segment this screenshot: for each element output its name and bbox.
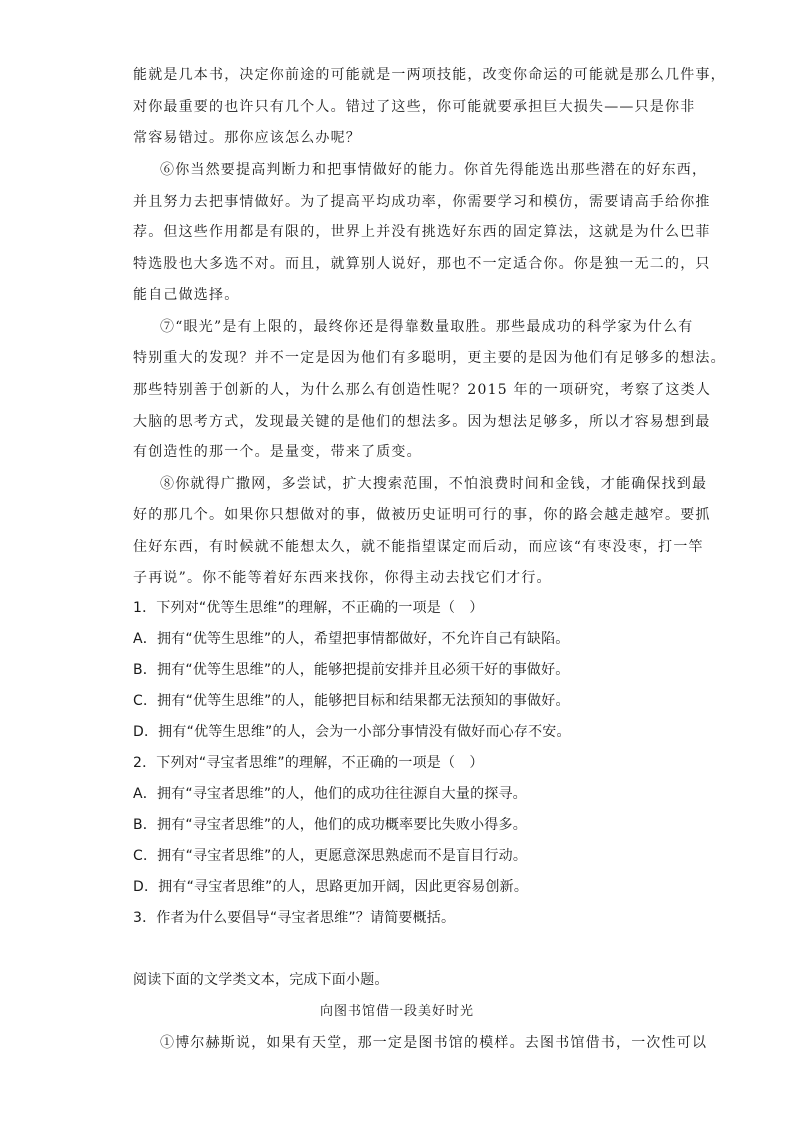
question-1-option-b: B．拥有“优等生思维”的人，能够把提前安排并且必须干好的事做好。: [133, 662, 570, 678]
passage-line: 常容易错过。那你应该怎么办呢？: [133, 130, 361, 146]
passage-line: 大脑的思考方式，发现最关键的是他们的想法多。因为想法足够多，所以才容易想到最: [133, 414, 711, 430]
question-1-option-a: A．拥有“优等生思维”的人，希望把事情都做好，不允许自己有缺陷。: [133, 631, 570, 647]
question-2-option-d: D．拥有“寻宝者思维”的人，思路更加开阔，因此更容易创新。: [133, 879, 529, 895]
section-instruction: 阅读下面的文学类文本，完成下面小题。: [133, 972, 389, 988]
passage-line: 住好东西，有时候就不能想太久，就不能指望谋定而后动，而应该“有枣没枣，打一竿: [133, 539, 704, 555]
paragraph-1-line: ①博尔赫斯说，如果有天堂，那一定是图书馆的模样。去图书馆借书，一次性可以: [160, 1035, 708, 1051]
question-1-option-c: C．拥有“优等生思维”的人，能够把目标和结果都无法预知的事做好。: [133, 693, 570, 709]
question-1-stem: 1．下列对“优等生思维”的理解，不正确的一项是（ ）: [133, 600, 484, 616]
question-2-option-b: B．拥有“寻宝者思维”的人，他们的成功概率要比失败小得多。: [133, 817, 527, 833]
passage-line: 能自己做选择。: [133, 287, 240, 303]
passage-line: 特选股也大多选不对。而且，就算别人说好，那也不一定适合你。你是独一无二的，只: [133, 256, 711, 272]
passage-line: 子再说”。你不能等着好东西来找你，你得主动去找它们才行。: [133, 570, 552, 586]
paragraph-6-line: ⑥你当然要提高判断力和把事情做好的能力。你首先得能选出那些潜在的好东西，: [160, 162, 708, 178]
question-2-option-c: C．拥有“寻宝者思维”的人，更愿意深思熟虑而不是盲目行动。: [133, 848, 528, 864]
passage-line: 对你最重要的也许只有几个人。错过了这些，你可能就要承担巨大损失——只是你非: [133, 99, 696, 115]
passage-line: 荐。但这些作用都是有限的，世界上并没有挑选好东西的固定算法，这就是为什么巴菲: [133, 224, 711, 240]
passage-line: 好的那几个。如果你只想做对的事，做被历史证明可行的事，你的路会越走越窄。要抓: [133, 507, 711, 523]
question-2-option-a: A．拥有“寻宝者思维”的人，他们的成功往往源自大量的探寻。: [133, 786, 527, 802]
question-1-option-d: D．拥有“优等生思维”的人，会为一小部分事情没有做好而心存不安。: [133, 724, 571, 740]
passage-line: 有创造性的那一个。是量变，带来了质变。: [133, 444, 422, 460]
paragraph-7-line: ⑦“眼光”是有上限的，最终你还是得靠数量取胜。那些最成功的科学家为什么有: [160, 319, 694, 335]
passage-line: 特别重大的发现？并不一定是因为他们有多聪明，更主要的是因为他们有足够多的想法。: [133, 350, 726, 366]
passage-line: 并且努力去把事情做好。为了提高平均成功率，你需要学习和模仿，需要请高手给你推: [133, 194, 711, 210]
article-title: 向图书馆借一段美好时光: [319, 1004, 474, 1019]
passage-line: 那些特别善于创新的人，为什么那么有创造性呢？2015 年的一项研究，考察了这类人: [133, 382, 712, 398]
question-3-stem: 3．作者为什么要倡导“寻宝者思维”？请简要概括。: [133, 910, 456, 926]
question-2-stem: 2．下列对“寻宝者思维”的理解，不正确的一项是（ ）: [133, 755, 484, 771]
passage-line: 能就是几本书，决定你前途的可能就是一两项技能，改变你命运的可能就是那么几件事，: [133, 67, 726, 83]
paragraph-8-line: ⑧你就得广撒网，多尝试，扩大搜索范围，不怕浪费时间和金钱，才能确保找到最: [160, 476, 708, 492]
